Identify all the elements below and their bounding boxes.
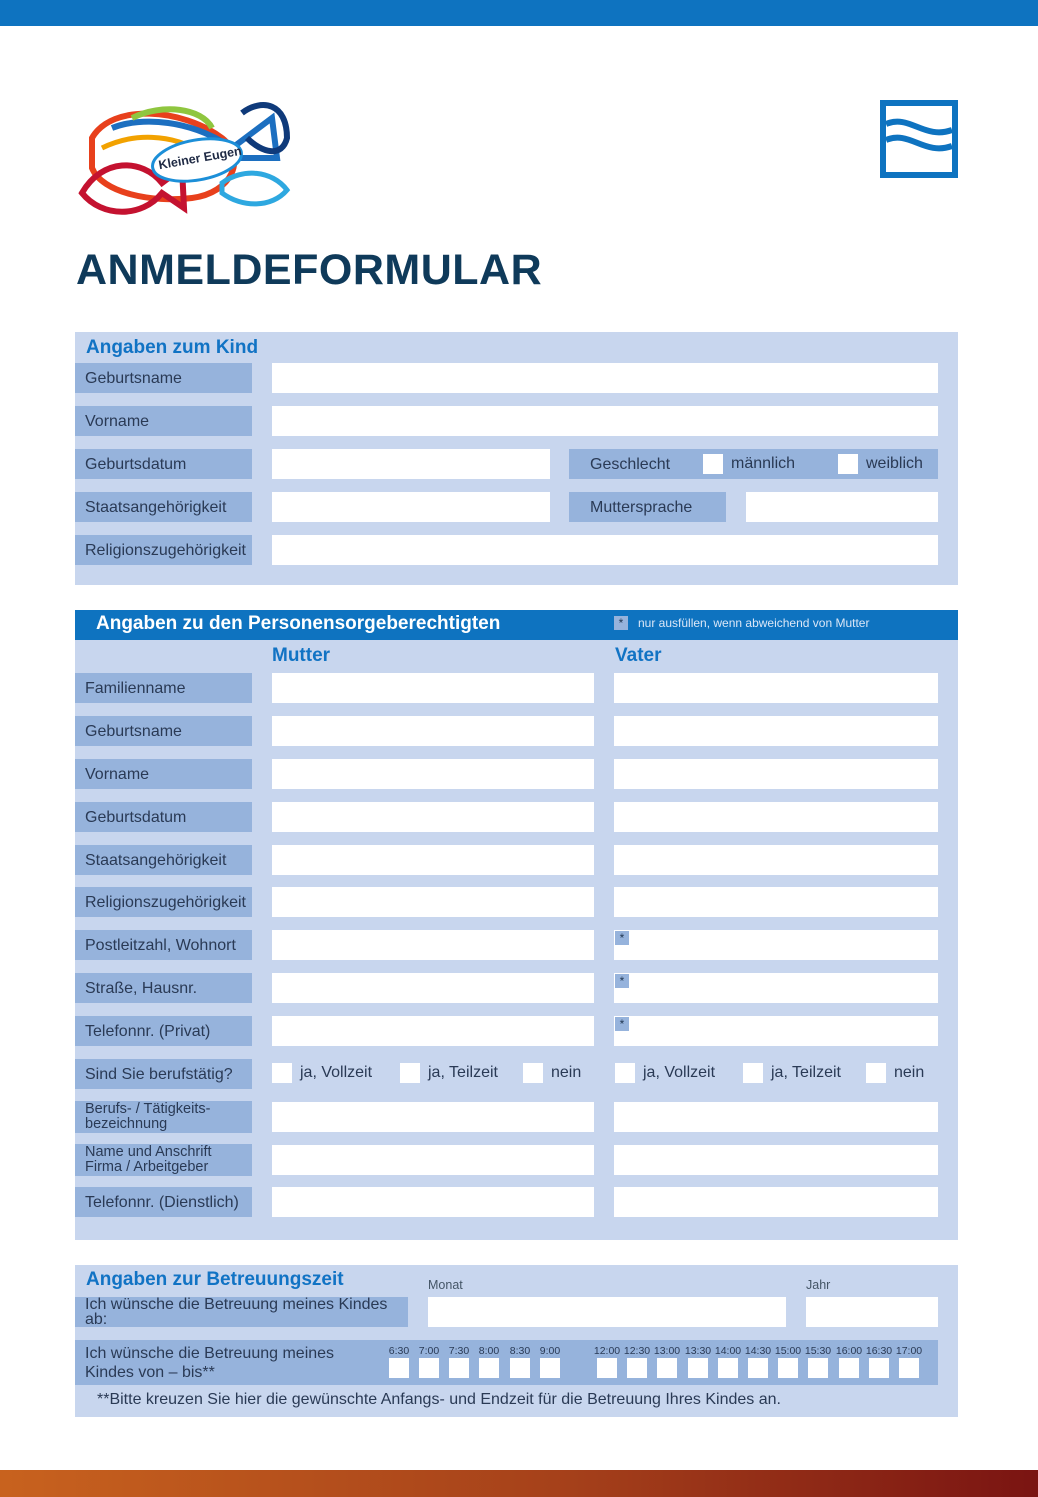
care-start-label: Ich wünsche die Betreuung meines Kindes ab:: [75, 1297, 408, 1327]
time-checkbox[interactable]: [808, 1358, 828, 1378]
care-section-title: Angaben zur Betreuungszeit: [86, 1269, 344, 1290]
father-employer-field[interactable]: [614, 1145, 938, 1175]
gender-female-checkbox[interactable]: [838, 454, 858, 474]
child-nationality-label: Staatsangehörigkeit: [75, 492, 252, 522]
mother-fulltime-label: ja, Vollzeit: [300, 1064, 373, 1081]
time-checkbox[interactable]: [510, 1358, 530, 1378]
child-birth-date-field[interactable]: [272, 449, 550, 479]
time-label: 14:00: [714, 1345, 742, 1357]
guardian-row-label: Telefonnr. (Dienstlich): [75, 1187, 252, 1217]
mother-religion-field[interactable]: [272, 887, 594, 917]
mother-occupation-field[interactable]: [272, 1102, 594, 1132]
father-postcode-city-field[interactable]: [614, 930, 938, 960]
mother-employer-field[interactable]: [272, 1145, 594, 1175]
father-parttime-checkbox[interactable]: [743, 1063, 763, 1083]
time-checkbox[interactable]: [419, 1358, 439, 1378]
care-footnote: **Bitte kreuzen Sie hier die gewünschte Anfangs- und Endzeit für die Betreuung Ihres Kindes an.: [97, 1391, 781, 1408]
gender-male-label: männlich: [731, 455, 796, 472]
guardian-row-label: Vorname: [75, 759, 252, 789]
guardian-row-label: Geburtsname: [75, 716, 252, 746]
time-checkbox[interactable]: [778, 1358, 798, 1378]
father-street-star: *: [615, 974, 629, 988]
child-first-name-field[interactable]: [272, 406, 938, 436]
father-phone-private-field[interactable]: [614, 1016, 938, 1046]
top-color-bar: [0, 0, 1038, 26]
father-postcode-star: *: [615, 931, 629, 945]
mother-family-name-field[interactable]: [272, 673, 594, 703]
mother-nationality-field[interactable]: [272, 845, 594, 875]
employer-label-line1: Name und Anschrift: [85, 1144, 212, 1160]
mother-phone-work-field[interactable]: [272, 1187, 594, 1217]
time-checkbox[interactable]: [479, 1358, 499, 1378]
time-checkbox[interactable]: [718, 1358, 738, 1378]
time-label: 6:30: [388, 1345, 410, 1357]
child-religion-field[interactable]: [272, 535, 938, 565]
time-label: 7:00: [418, 1345, 440, 1357]
mother-tongue-label: Muttersprache: [569, 492, 726, 522]
care-time-label-line1: Ich wünsche die Betreuung meines: [85, 1344, 335, 1362]
father-parttime-label: ja, Teilzeit: [771, 1064, 841, 1081]
star-marker: *: [614, 616, 628, 630]
care-start-month-field[interactable]: [428, 1297, 786, 1327]
occupation-label: [75, 1101, 252, 1133]
father-fulltime-label: ja, Vollzeit: [643, 1064, 716, 1081]
mother-street-field[interactable]: [272, 973, 594, 1003]
child-birth-name-field[interactable]: [272, 363, 938, 393]
child-religion-label: Religionszugehörigkeit: [75, 535, 252, 565]
mother-tongue-field[interactable]: [746, 492, 938, 522]
brand-wave-icon: [880, 100, 958, 178]
time-checkbox[interactable]: [627, 1358, 647, 1378]
mother-postcode-city-field[interactable]: [272, 930, 594, 960]
time-checkbox[interactable]: [869, 1358, 889, 1378]
guardian-row-label: Religionszugehörigkeit: [75, 887, 252, 917]
bottom-color-bar: [0, 1470, 1038, 1497]
father-first-name-field[interactable]: [614, 759, 938, 789]
gender-label: Geschlecht: [590, 455, 671, 473]
guardian-row-label: Familienname: [75, 673, 252, 703]
father-family-name-field[interactable]: [614, 673, 938, 703]
father-birth-name-field[interactable]: [614, 716, 938, 746]
gender-female-label: weiblich: [866, 455, 923, 472]
child-nationality-field[interactable]: [272, 492, 550, 522]
father-religion-field[interactable]: [614, 887, 938, 917]
mother-no-label: nein: [551, 1064, 582, 1081]
time-label: 16:00: [835, 1345, 863, 1357]
time-label: 15:30: [804, 1345, 832, 1357]
time-label: 16:30: [865, 1345, 893, 1357]
logo-text: Kleiner Eugen: [157, 143, 243, 173]
child-first-name-label: Vorname: [75, 406, 252, 436]
kleiner-eugen-logo: [72, 98, 298, 226]
page-title: ANMELDEFORMULAR: [76, 246, 543, 294]
mother-birth-name-field[interactable]: [272, 716, 594, 746]
time-label: 7:30: [448, 1345, 470, 1357]
gender-male-checkbox[interactable]: [703, 454, 723, 474]
care-time-label-line2: Kindes von – bis**: [85, 1363, 215, 1381]
guardian-row-label: Postleitzahl, Wohnort: [75, 930, 252, 960]
child-section-title: Angaben zum Kind: [86, 337, 259, 358]
guardian-row-label: Staatsangehörigkeit: [75, 845, 252, 875]
time-label: 14:30: [744, 1345, 772, 1357]
time-checkbox[interactable]: [597, 1358, 617, 1378]
time-label: 9:00: [539, 1345, 561, 1357]
time-label: 15:00: [774, 1345, 802, 1357]
guardian-row-label: Telefonnr. (Privat): [75, 1016, 252, 1046]
guardians-section-title: Angaben zu den Personensorgeberechtigten: [96, 613, 501, 634]
mother-first-name-field[interactable]: [272, 759, 594, 789]
mother-no-checkbox[interactable]: [523, 1063, 543, 1083]
father-nationality-field[interactable]: [614, 845, 938, 875]
child-birth-date-label: Geburtsdatum: [75, 449, 252, 479]
father-birth-date-field[interactable]: [614, 802, 938, 832]
mother-parttime-label: ja, Teilzeit: [428, 1064, 498, 1081]
time-checkbox[interactable]: [688, 1358, 708, 1378]
occupation-label-line2: bezeichnung: [85, 1116, 168, 1132]
time-checkbox[interactable]: [540, 1358, 560, 1378]
time-checkbox[interactable]: [657, 1358, 677, 1378]
mother-phone-private-field[interactable]: [272, 1016, 594, 1046]
time-label: 17:00: [895, 1345, 923, 1357]
father-no-label: nein: [894, 1064, 925, 1081]
mother-fulltime-checkbox[interactable]: [272, 1063, 292, 1083]
father-no-checkbox[interactable]: [866, 1063, 886, 1083]
father-phone-work-field[interactable]: [614, 1187, 938, 1217]
mother-birth-date-field[interactable]: [272, 802, 594, 832]
time-checkbox[interactable]: [839, 1358, 859, 1378]
month-label: Monat: [428, 1278, 463, 1292]
father-column-heading: Vater: [615, 645, 662, 666]
time-label: 13:30: [684, 1345, 712, 1357]
guardian-row-label: Sind Sie berufstätig?: [75, 1059, 252, 1089]
star-note: nur ausfüllen, wenn abweichend von Mutter: [638, 616, 870, 630]
year-label: Jahr: [806, 1278, 831, 1292]
time-checkbox[interactable]: [449, 1358, 469, 1378]
employer-label-line2: Firma / Arbeitgeber: [85, 1159, 209, 1175]
time-label: 13:00: [653, 1345, 681, 1357]
mother-column-heading: Mutter: [272, 645, 331, 666]
father-occupation-field[interactable]: [614, 1102, 938, 1132]
child-birth-name-label: Geburtsname: [75, 363, 252, 393]
time-checkbox[interactable]: [389, 1358, 409, 1378]
father-phone-star: *: [615, 1017, 629, 1031]
employer-label: [75, 1144, 252, 1176]
father-fulltime-checkbox[interactable]: [615, 1063, 635, 1083]
guardian-row-label: Geburtsdatum: [75, 802, 252, 832]
care-start-year-field[interactable]: [806, 1297, 938, 1327]
father-street-field[interactable]: [614, 973, 938, 1003]
time-label: 12:00: [593, 1345, 621, 1357]
occupation-label-line1: Berufs- / Tätigkeits-: [85, 1101, 211, 1117]
time-checkbox[interactable]: [899, 1358, 919, 1378]
guardian-row-label: Straße, Hausnr.: [75, 973, 252, 1003]
time-label: 8:30: [509, 1345, 531, 1357]
time-label: 12:30: [623, 1345, 651, 1357]
time-checkbox[interactable]: [748, 1358, 768, 1378]
mother-parttime-checkbox[interactable]: [400, 1063, 420, 1083]
time-label: 8:00: [478, 1345, 500, 1357]
